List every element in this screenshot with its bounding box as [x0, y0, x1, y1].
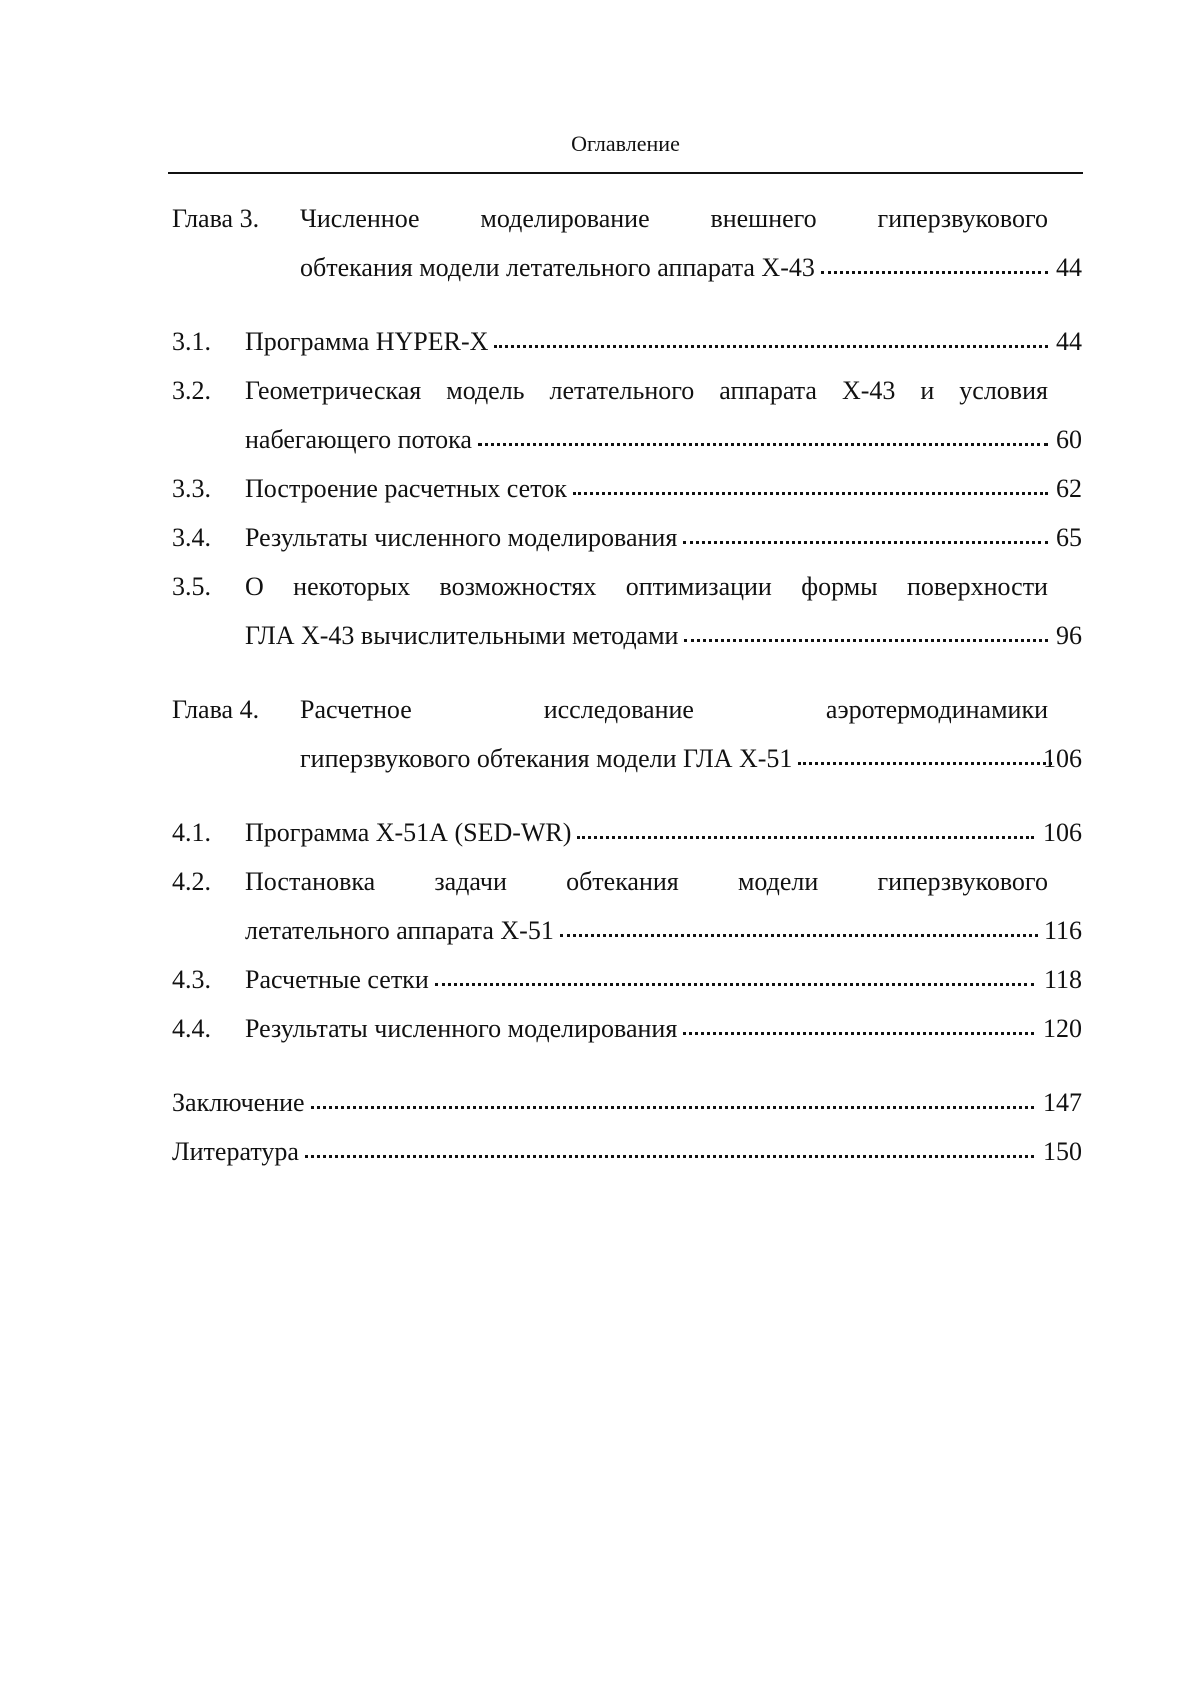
- title-word: Геометрическая: [245, 376, 422, 405]
- dot-leader: [684, 633, 1048, 642]
- title-word: возможностях: [439, 572, 597, 601]
- toc-entry-text: [245, 960, 1038, 1000]
- page-number: 147: [1043, 1088, 1082, 1117]
- toc-entry-text: [300, 739, 1056, 779]
- title-word: летательного: [549, 376, 695, 405]
- section-title-justified: [245, 371, 1048, 411]
- page-number: 44: [1056, 327, 1082, 356]
- section-number: 3.1.: [172, 327, 211, 356]
- toc-entry-text: [245, 518, 1052, 558]
- section-number: 3.3.: [172, 474, 211, 503]
- section-title: Результаты численного моделирования: [245, 1014, 678, 1043]
- page-number: 65: [1056, 523, 1082, 552]
- chapter-title-continuation: обтекания модели летательного аппарата Х-43: [300, 253, 815, 282]
- toc-section-3-5-line-2[interactable]: [172, 616, 1082, 656]
- section-title-continuation: набегающего потока: [245, 425, 472, 454]
- entry-title: Заключение: [172, 1088, 305, 1117]
- title-word: оптимизации: [625, 572, 772, 601]
- table-of-contents: [172, 0, 1082, 1698]
- title-word: Расчетное: [300, 695, 412, 724]
- title-word: модели: [737, 867, 819, 896]
- dot-leader: [683, 1026, 1034, 1035]
- title-word: внешнего: [710, 204, 817, 233]
- entry-title: Литература: [172, 1137, 299, 1166]
- dot-leader: [821, 265, 1048, 274]
- toc-entry-text: [245, 911, 1042, 951]
- title-word: аппарата: [719, 376, 817, 405]
- chapter-number: Глава 4.: [172, 695, 260, 724]
- toc-entry-text: [245, 616, 1052, 656]
- toc-section-4-2-line-1[interactable]: [172, 862, 1082, 902]
- page-number: 106: [1043, 818, 1082, 847]
- page-number: 118: [1043, 965, 1082, 994]
- page-number: 116: [1043, 916, 1082, 945]
- page-header-title: Оглавление: [571, 131, 680, 156]
- title-word: обтекания: [566, 867, 679, 896]
- toc-entry-text: [245, 420, 1052, 460]
- toc-section-4-1[interactable]: [172, 813, 1082, 853]
- title-word: задачи: [434, 867, 507, 896]
- dot-leader: [798, 756, 1052, 765]
- section-number: 4.3.: [172, 965, 211, 994]
- dot-leader: [577, 830, 1034, 839]
- toc-chapter-4-line-1[interactable]: [172, 690, 1082, 730]
- toc-section-3-2-line-1[interactable]: [172, 371, 1082, 411]
- section-number: 4.1.: [172, 818, 211, 847]
- section-number: 4.4.: [172, 1014, 211, 1043]
- dot-leader: [311, 1100, 1034, 1109]
- toc-conclusion[interactable]: [172, 1083, 1082, 1123]
- page-number: 106: [1043, 744, 1082, 773]
- page-number: 120: [1043, 1014, 1082, 1043]
- title-word: аэротермодинамики: [825, 695, 1048, 724]
- chapter-title-justified: [300, 690, 1048, 730]
- toc-chapter-3-line-2[interactable]: [172, 248, 1082, 288]
- chapter-title-continuation: гиперзвукового обтекания модели ГЛА Х-51: [300, 744, 793, 773]
- section-title: Программа Х-51А (SED-WR): [245, 818, 572, 847]
- toc-entry-text: [300, 248, 1052, 288]
- toc-entry-text: [245, 1009, 1038, 1049]
- toc-section-3-3[interactable]: [172, 469, 1082, 509]
- toc-chapter-3-line-1[interactable]: [172, 199, 1082, 239]
- title-word: некоторых: [293, 572, 411, 601]
- section-number: 4.2.: [172, 867, 211, 896]
- chapter-title-justified: [300, 199, 1048, 239]
- title-word: моделирование: [480, 204, 650, 233]
- title-word: гиперзвукового: [877, 204, 1048, 233]
- section-title-justified: [245, 862, 1048, 902]
- toc-chapter-4-line-2[interactable]: [172, 739, 1082, 779]
- section-title: Расчетные сетки: [245, 965, 429, 994]
- title-word: О: [245, 572, 264, 601]
- toc-entry-text: [245, 813, 1038, 853]
- dot-leader: [573, 486, 1048, 495]
- toc-references[interactable]: [172, 1132, 1082, 1172]
- toc-section-4-3[interactable]: [172, 960, 1082, 1000]
- page-number: 60: [1056, 425, 1082, 454]
- title-word: условия: [959, 376, 1048, 405]
- toc-section-3-1[interactable]: [172, 322, 1082, 362]
- section-number: 3.4.: [172, 523, 211, 552]
- title-word: Х-43: [841, 376, 896, 405]
- chapter-number: Глава 3.: [172, 204, 260, 233]
- toc-entry-text: [172, 1132, 1038, 1172]
- title-word: поверхности: [907, 572, 1048, 601]
- title-word: формы: [801, 572, 878, 601]
- toc-section-3-5-line-1[interactable]: [172, 567, 1082, 607]
- page-number: 96: [1056, 621, 1082, 650]
- toc-entry-text: [245, 322, 1052, 362]
- title-word: исследование: [543, 695, 694, 724]
- page-number: 62: [1056, 474, 1082, 503]
- title-word: модель: [446, 376, 525, 405]
- toc-section-4-4[interactable]: [172, 1009, 1082, 1049]
- toc-section-3-2-line-2[interactable]: [172, 420, 1082, 460]
- dot-leader: [683, 535, 1048, 544]
- title-word: Постановка: [245, 867, 376, 896]
- toc-entry-text: [245, 469, 1052, 509]
- section-title: Построение расчетных сеток: [245, 474, 567, 503]
- title-word: Численное: [300, 204, 420, 233]
- section-title: Результаты численного моделирования: [245, 523, 678, 552]
- dot-leader: [478, 437, 1048, 446]
- toc-entry-text: [172, 1083, 1038, 1123]
- title-word: и: [920, 376, 935, 405]
- section-number: 3.5.: [172, 572, 211, 601]
- section-title-justified: [245, 567, 1048, 607]
- section-title-continuation: ГЛА Х-43 вычислительными методами: [245, 621, 679, 650]
- section-number: 3.2.: [172, 376, 211, 405]
- page-number: 44: [1056, 253, 1082, 282]
- section-title-continuation: летательного аппарата Х-51: [245, 916, 554, 945]
- dot-leader: [305, 1149, 1034, 1158]
- toc-section-3-4[interactable]: [172, 518, 1082, 558]
- title-word: гиперзвукового: [877, 867, 1048, 896]
- toc-section-4-2-line-2[interactable]: [172, 911, 1082, 951]
- dot-leader: [494, 339, 1048, 348]
- dot-leader: [560, 928, 1038, 937]
- section-title: Программа HYPER-X: [245, 327, 489, 356]
- page-number: 150: [1043, 1137, 1082, 1166]
- dot-leader: [435, 977, 1034, 986]
